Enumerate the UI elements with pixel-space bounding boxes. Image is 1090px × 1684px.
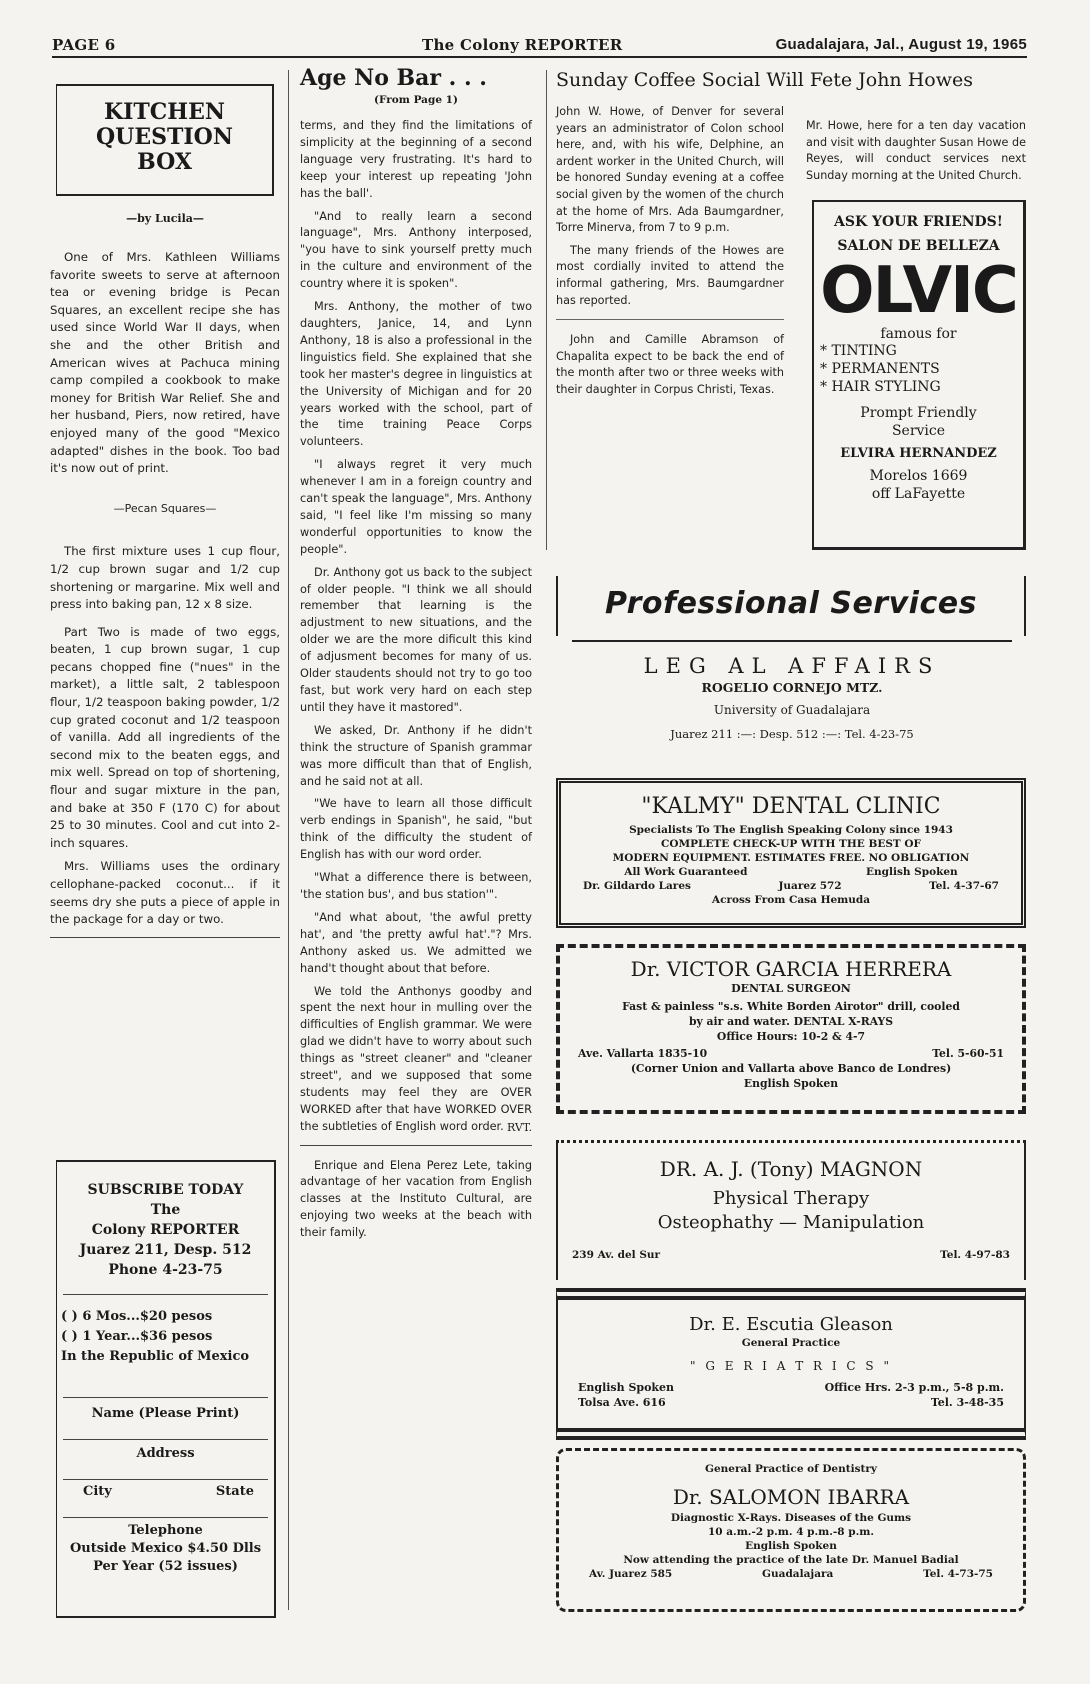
detail-line: 10 a.m.-2 p.m. 4 p.m.-8 p.m. [707,1526,875,1538]
telephone: Tel. 3-48-35 [930,1396,1004,1409]
telephone-field-line [63,1517,268,1518]
telephone-block [57,1522,274,1576]
subscribe-line: Juarez 211, Desp. 512 [79,1242,252,1258]
paragraph: The first mixture uses 1 cup flour, 1/2 cup brown sugar and 1/2 cup shortening or margarine. Mix well and press into baking pan, 12 x 8 size. [50,544,280,612]
recipe-heading: —Pecan Squares— [113,501,217,515]
magnon-head: DR. A. J. (Tony) MAGNON [659,1157,923,1181]
divider [50,937,280,938]
city-state-row [57,1484,274,1499]
english-spoken: English Spoken [578,1381,675,1394]
magnon-line1: Physical Therapy [712,1188,870,1209]
legal-university: University of Guadalajara [713,703,871,717]
title-line: QUESTION [96,124,233,150]
address: Tolsa Ave. 616 [578,1396,666,1409]
paragraph: We asked, Dr. Anthony if he didn't think the structure of Spanish grammar was more difficult than that of English, and he said not at all. [300,723,532,788]
detail-line: English Spoken [745,1540,837,1552]
city-field-label[interactable]: City [83,1484,112,1499]
detail-line: MODERN EQUIPMENT. ESTIMATES FREE. NO OBLIGATION [612,852,970,864]
paragraph: "And to really learn a second language", Mrs. Anthony interposed, "you have to sink yourself pretty much in the culture and environment of the country where it is spoken". [300,209,532,291]
olvic-tagline: ASK YOUR FRIENDS! [834,214,1003,230]
services-title: Professional Services [605,586,977,621]
paragraph: Part Two is made of two eggs, beaten, 1 cup brown sugar, 1 cup pecans chopped fine ("nues" in the market), a little salt, 2 tablespoon flour, 1/2 teaspoon baking powder, 1/2 cup grated coconut and 1/2 teaspoon of vanilla. Add all ingredients of the second mix to the beaten eggs, and mix well. Spread on top of shortening, flour and sugar mixture in the pan, and bake at 350 F (170 C) for about 25 to 30 minutes. Cool and cut into 2-inch squares. [50,624,280,850]
divider [63,1294,268,1295]
legal-head: LEG AL AFFAIRS [643,654,941,678]
detail-line: Across From Casa Hemuda [711,894,871,906]
paragraph: "We have to learn all those difficult verb endings in Spanish", he said, "but think of the difficulty the student of English has with our word order. [300,797,532,862]
address: 239 Av. del Sur [572,1249,661,1261]
detail-line [568,1044,1014,1061]
agebar-article [300,118,532,1242]
subscription-options [57,1307,274,1367]
magnon-ad [556,1140,1026,1280]
address-line: off LaFayette [871,486,966,502]
subscribe-line: SUBSCRIBE TODAY [87,1182,244,1198]
kalmy-details [565,823,1017,907]
telephone: Tel. 4-37-67 [929,880,999,892]
masthead [52,36,1027,58]
telephone-field-label[interactable]: Telephone [128,1523,203,1538]
city: Guadalajara [762,1568,834,1580]
option-note: In the Republic of Mexico [61,1349,250,1364]
title-line: BOX [137,149,192,175]
ibarra-ad [556,1448,1026,1612]
subscribe-box [56,1160,276,1618]
social-headline: Sunday Coffee Social Will Fete John Howes [556,69,973,91]
paragraph: "I always regret it very much whenever I am in a foreign country and can't speak the language", Mrs. Anthony said, "I feel like I'm missing so many wonderful opportunities to know the people". [300,458,532,556]
name-field-label[interactable]: Name (Please Print) [91,1406,240,1421]
page-number: PAGE 6 [52,36,116,54]
escutia-ad [556,1288,1026,1440]
kalmy-head: "KALMY" DENTAL CLINIC [641,794,941,819]
detail-line: Specialists To The English Speaking Colony since 1943 [629,824,953,836]
detail-line: (Corner Union and Vallarta above Banco de Londres) [630,1062,952,1075]
telephone: Tel. 5-60-51 [932,1047,1004,1060]
olvic-ad [812,200,1026,550]
subscribe-line: Phone 4-23-75 [108,1262,223,1278]
garcia-sub: DENTAL SURGEON [731,982,851,995]
paragraph: Mr. Howe, here for a ten day vacation and visit with daughter Susan Howe de Reyes, will conduct services next Sunday morning at the United Church. [806,119,1026,182]
subscribe-line: The [150,1202,181,1218]
address-line: Morelos 1669 [869,468,968,484]
byline: —by Lucila— [126,212,204,225]
services-header [556,576,1026,636]
detail-line [567,1567,1015,1581]
telephone: Tel. 4-97-83 [940,1249,1010,1261]
address-field-line [63,1439,268,1440]
paragraph: Enrique and Elena Perez Lete, taking advantage of her vacation from English classes at the Instituto Cultural, are enjoying two weeks at the beach with their family. [300,1158,532,1240]
escutia-sub: General Practice [741,1337,841,1349]
escutia-row1 [578,1381,1004,1394]
social-col-a [556,104,784,405]
social-article [556,68,1026,92]
detail-line: Fast & painless "s.s. White Borden Airotor" drill, cooled [622,1000,960,1013]
detail-line: COMPLETE CHECK-UP WITH THE BEST OF [661,838,921,850]
legal-name: ROGELIO CORNEJO MTZ. [701,680,883,695]
olvic-prompt [814,404,1023,440]
address: Av. Juarez 585 [589,1568,673,1580]
paragraph: Dr. Anthony got us back to the subject of older people. "I think we all should remember that learning is the adjustment to new situations, and the older we are the more dificult this kind of adjusment becomes for many of us. Older staudents should not try to go too fast, but work very hard on each step until they have it mastored". [300,565,532,714]
detail-line: Diagnostic X-Rays. Diseases of the Gums [670,1512,912,1524]
divider [300,1145,532,1146]
ibarra-top: General Practice of Dentistry [705,1463,877,1475]
olvic-famous: famous for [880,326,957,342]
paragraph: John and Camille Abramson of Chapalita expect to be back the end of the month after two or three weeks with their daughter in Corpus Christi, Texas. [556,333,784,396]
title-line: KITCHEN [104,99,225,125]
kitchen-article [50,249,280,929]
continued-from: (From Page 1) [374,94,458,106]
address: Juarez 572 [778,880,842,892]
paragraph: Mrs. Williams uses the ordinary cellophane-packed coconut... if it seems dry she puts a piece of apple in the package for a day or two. [50,859,280,927]
legal-ad [572,640,1012,770]
city-field-line [63,1479,268,1480]
olvic-address [814,467,1023,503]
option-one-year[interactable]: ( ) 1 Year...$36 pesos [61,1329,213,1344]
olvic-services [814,342,1023,396]
olvic-logo: OLVIC [820,254,1017,328]
agebar-column [300,64,532,1248]
agebar-headline: Age No Bar . . . [300,65,487,91]
service-item: * HAIR STYLING [820,379,941,395]
dateline: Guadalajara, Jal., August 19, 1965 [775,36,1027,53]
garcia-details [568,999,1014,1091]
subscribe-line: Colony REPORTER [91,1222,240,1238]
guarantee: All Work Guaranteed [624,866,748,878]
subscribe-header [57,1162,274,1280]
service-item: * TINTING [820,343,897,359]
legal-address: Juarez 211 :—: Desp. 512 :—: Tel. 4-23-75 [670,727,914,741]
address: Ave. Vallarta 1835-10 [578,1047,708,1060]
paragraph: One of Mrs. Kathleen Williams favorite sweets to serve at afternoon tea or evening bridge is Pecan Squares, an excellent recipe she has used since World War II days, when she and the other British and American wives at Pachuca mining camp compiled a cookbook to make money for British War Relief. She and her husband, Piers, now retired, have enjoyed many of the good "Mexico adapted" dishes in the book. Too bad it's now out of print. [50,250,280,476]
magnon-contact [572,1249,1010,1261]
ibarra-head: Dr. SALOMON IBARRA [672,1485,910,1509]
paper-name: The Colony REPORTER [422,36,623,54]
detail-line: Now attending the practice of the late Dr. Manuel Badial [623,1554,959,1566]
column-rule [546,70,547,550]
social-col-b [806,118,1026,190]
prompt-line: Service [891,423,946,439]
doctor: Dr. Gildardo Lares [583,880,691,892]
olvic-salon: SALON DE BELLEZA [837,238,1000,254]
paragraph: "And what about, 'the awful pretty hat', and 'the pretty awful hat'."? Mrs. Anthony asked us. We admitted we hand't thought about that before. [300,910,532,975]
outside-price-note: Per Year (52 issues) [93,1559,238,1574]
paragraph: "What a difference there is between, 'the station bus', and bus station'". [300,871,532,901]
paragraph: John W. Howe, of Denver for several years an administrator of Colon school here, and, with his wife, Delphine, an ardent worker in the United Church, will be honored Sunday evening at a coffee social given by the women of the church at the home of Mrs. Ada Baumgardner, Torre Minerva, from 7 to 9 p.m. [556,105,784,235]
prompt-line: Prompt Friendly [860,405,977,421]
state-field-label[interactable]: State [215,1484,254,1499]
detail-line [565,865,1017,879]
office-hours: Office Hrs. 2-3 p.m., 5-8 p.m. [824,1381,1004,1394]
divider [556,319,784,320]
detail-line [565,879,1017,893]
paragraph: We told the Anthonys goodby and spent the next hour in mulling over the difficulties of English grammar. We were glad we didn't have to worry about such things as "street cleaner" and "cleaner street", and we supposed that some students may feel they are OVER WORKED after that have WORKED OVER the subtleties of English word order. [300,984,532,1133]
magnon-line2: Osteophathy — Manipulation [657,1212,925,1233]
kitchen-title [57,100,272,175]
name-field-line [63,1397,268,1398]
detail-line: by air and water. DENTAL X-RAYS [688,1015,894,1028]
ibarra-details [567,1511,1015,1581]
kitchen-column [50,70,280,938]
option-six-months[interactable]: ( ) 6 Mos...$20 pesos [61,1309,213,1324]
escutia-row2 [578,1396,1004,1409]
escutia-head: Dr. E. Escutia Gleason [689,1314,893,1335]
english-spoken: English Spoken [866,866,958,878]
column-rule [288,70,289,1610]
garcia-head: Dr. VICTOR GARCIA HERRERA [630,957,952,981]
detail-line: English Spoken [743,1077,839,1090]
kalmy-ad [556,778,1026,928]
kitchen-title-box [56,84,274,196]
telephone: Tel. 4-73-75 [923,1568,993,1580]
escutia-specialty: " G E R I A T R I C S " [690,1359,892,1373]
outside-price: Outside Mexico $4.50 Dlls [69,1541,262,1556]
paragraph: The many friends of the Howes are most cordially invited to attend the informal gathering, Mrs. Baumgardner has reported. [556,243,784,307]
garcia-ad [556,944,1026,1114]
service-item: * PERMANENTS [820,361,940,377]
address-field-label[interactable]: Address [136,1446,195,1461]
olvic-owner: ELVIRA HERNANDEZ [840,446,997,461]
signature: RVT. [506,1120,532,1134]
paragraph: terms, and they find the limitations of simplicity at the beginning of a second language very frustrating. It's hard to keep your interest up repeating 'John has the ball'. [300,119,532,200]
detail-line: Office Hours: 10-2 & 4-7 [716,1030,866,1043]
paragraph: Mrs. Anthony, the mother of two daughters, Janice, 14, and Lynn Anthony, 18 is also a professional in the linguistics field. She explained that she took her master's degree in linguistics at the University of Michigan and for 20 years worked with the school, part of the time training Peace Corps volunteers. [300,300,532,449]
